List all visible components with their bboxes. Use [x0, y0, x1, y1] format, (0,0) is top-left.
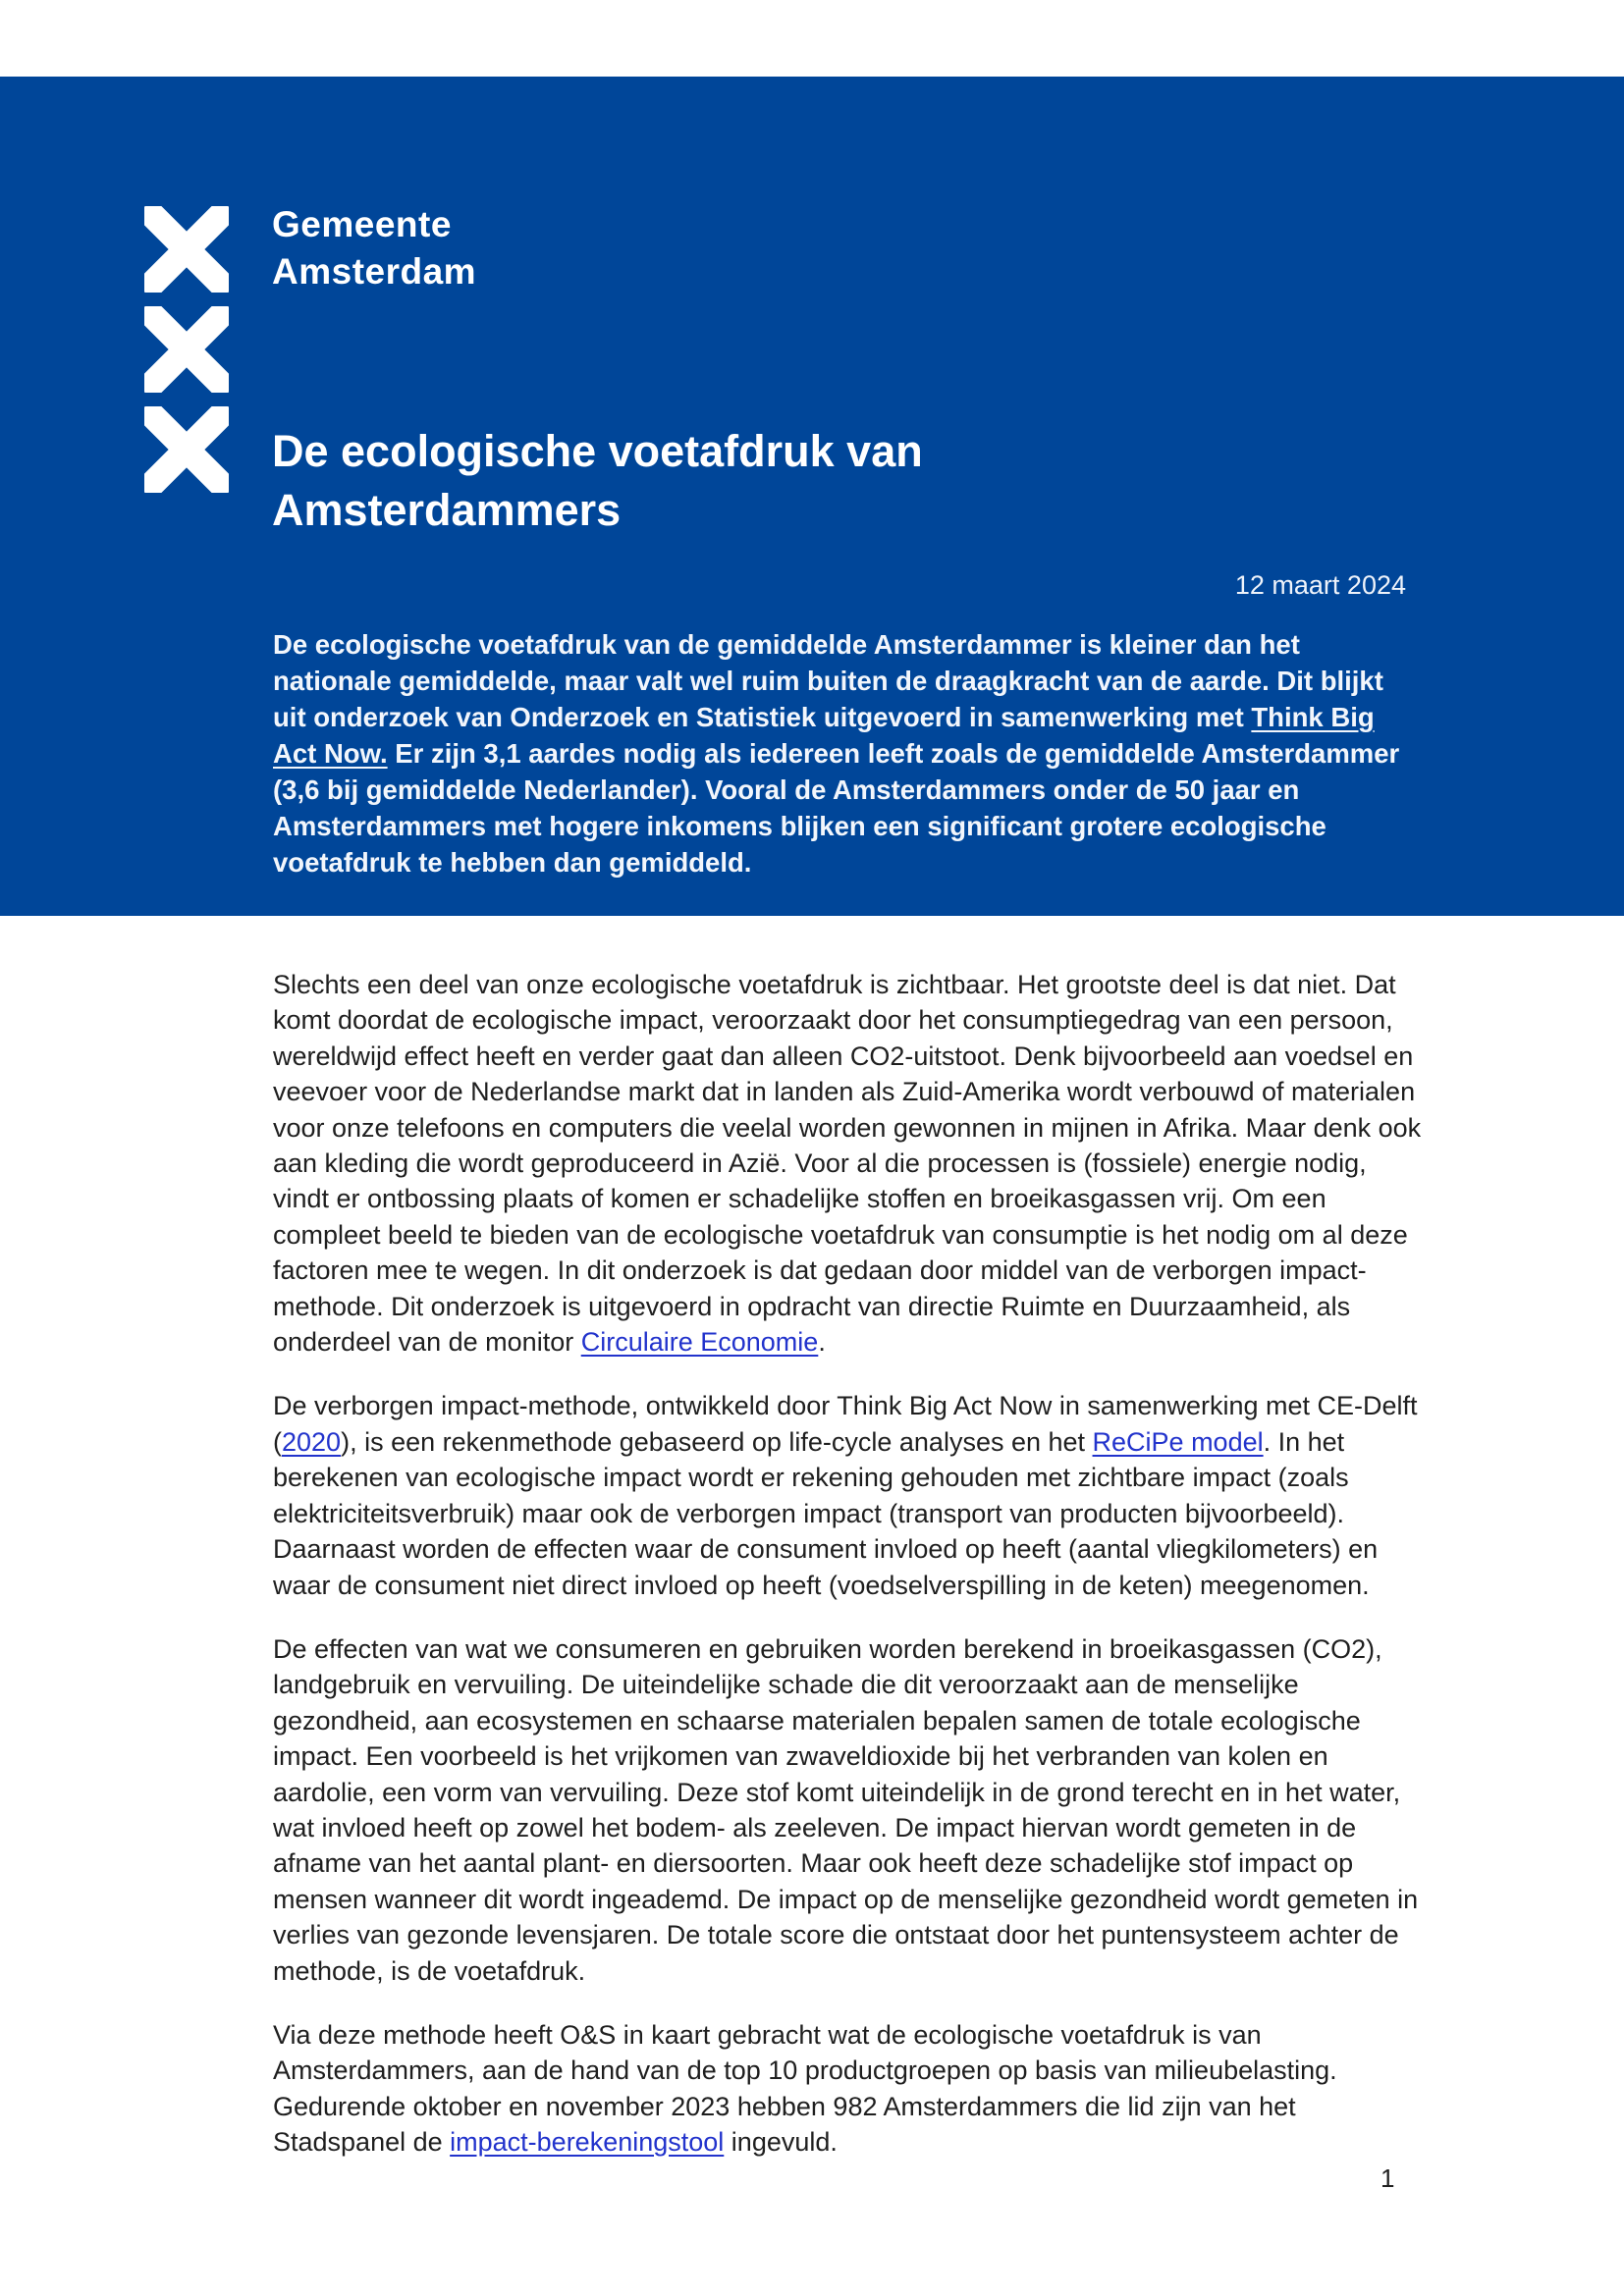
text-run: ), is een rekenmethode gebaseerd op life-cycle analyses en het: [341, 1426, 1093, 1457]
text-run: De ecologische voetafdruk van de gemiddelde Amsterdammer is kleiner dan het nationale gemiddelde, maar valt wel ruim buiten de draagkracht van de aarde. Dit blijkt uit onderzoek van Onderzoek en Statistiek uitgevoerd in samenwerking met: [273, 629, 1383, 732]
body-paragraph: [273, 2017, 1424, 2161]
header-banner: [0, 77, 1624, 916]
inline-link[interactable]: impact-berekeningstool: [450, 2127, 725, 2158]
amsterdam-x-icon: [144, 206, 229, 293]
text-run: . In het berekenen van ecologische impact wordt er rekening gehouden met zichtbare impact (zoals elektriciteitsverbruik) maar ook de verborgen impact (transport van producten bijvoorbeeld). Daarnaast worden de effecten waar de consument invloed op heeft (aantal vliegkilometers) en waar de consument niet direct invloed op heeft (voedselverspilling in de keten) meegenomen.: [273, 1426, 1379, 1600]
amsterdam-logo: [144, 206, 229, 507]
inline-link[interactable]: 2020: [282, 1426, 342, 1457]
body-content: [273, 967, 1424, 2189]
logo-wordmark: [272, 201, 476, 295]
text-run: .: [818, 1327, 826, 1358]
logo-wordmark-line2: Amsterdam: [272, 251, 477, 292]
body-paragraph: [273, 1631, 1424, 1989]
page-number: 1: [1380, 2163, 1395, 2193]
text-run: Via deze methode heeft O&S in kaart gebracht wat de ecologische voetafdruk is van Amsterdammers, aan de hand van de top 10 productgroepen op basis van milieubelasting. Gedurende oktober en november 2023 hebben 982 Amsterdammers die lid zijn van het Stadspanel de: [273, 2019, 1337, 2158]
inline-link[interactable]: Think Big Act Now.: [273, 702, 1375, 769]
text-run: ingevuld.: [724, 2127, 838, 2158]
inline-link[interactable]: Circulaire Economie: [580, 1327, 819, 1358]
page-title: De ecologische voetafdruk van Amsterdammers: [272, 426, 923, 535]
text-run: Slechts een deel van onze ecologische voetafdruk is zichtbaar. Het grootste deel is dat niet. Dat komt doordat de ecologische impact, veroorzaakt door het consumptiegedrag van een persoon, wereldwijd effect heeft en verder gaat dan alleen CO2-uitstoot. Denk bijvoorbeeld aan voedsel en veevoer voor de Nederlandse markt dat in landen als Zuid-Amerika wordt verbouwd of materialen voor onze telefoons en computers die veelal worden gewonnen in mijnen in Afrika. Maar denk ook aan kleding die wordt geproduceerd in Azië. Voor al die processen is (fossiele) energie nodig, vindt er ontbossing plaats of komen er schadelijke stoffen en broeikasgassen vrij. Om een compleet beeld te bieden van de ecologische voetafdruk van consumptie is het nodig om al deze factoren mee te wegen. In dit onderzoek is dat gedaan door middel van de verborgen impact-methode. Dit onderzoek is uitgevoerd in opdracht van directie Ruimte en Duurzaamheid, als onderdeel van de monitor: [273, 970, 1422, 1358]
body-paragraph: [273, 1388, 1424, 1602]
text-run: Er zijn 3,1 aardes nodig als iedereen leeft zoals de gemiddelde Amsterdammer (3,6 bij gemiddelde Nederlander). Vooral de Amsterdammers onder de 50 jaar en Amsterdammers met hogere inkomens blijken een significant grotere ecologische voetafdruk te hebben dan gemiddeld.: [273, 738, 1400, 878]
amsterdam-x-icon: [144, 306, 229, 393]
text-run: De effecten van wat we consumeren en gebruiken worden berekend in broeikasgassen (CO2), landgebruik en vervuiling. De uiteindelijke schade die dit veroorzaakt aan de menselijke gezondheid, aan ecosystemen en schaarse materialen bepalen samen de totale ecologische impact. Een voorbeeld is het vrijkomen van zwaveldioxide bij het verbranden van kolen en aardolie, een vorm van vervuiling. Deze stof komt uiteindelijk in de grond terecht en in het water, wat invloed heeft op zowel het bodem- als zeeleven. De impact hiervan wordt gemeten in de afname van het aantal plant- en diersoorten. Maar ook heeft deze schadelijke stof impact op mensen wanneer dit wordt ingeademd. De impact op de menselijke gezondheid wordt gemeten in verlies van gezonde levensjaren. De totale score die ontstaat door het puntensysteem achter de methode, is de voetafdruk.: [273, 1633, 1419, 1986]
intro-paragraph: [273, 626, 1424, 881]
logo-wordmark-line1: Gemeente: [272, 204, 452, 244]
inline-link[interactable]: ReCiPe model: [1092, 1426, 1264, 1457]
document-date: 12 maart 2024: [1234, 570, 1406, 600]
amsterdam-x-icon: [144, 406, 229, 493]
body-paragraph: [273, 967, 1424, 1360]
text-run: De verborgen impact-methode, ontwikkeld door Think Big Act Now in samenwerking met CE-Delft (: [273, 1391, 1418, 1457]
